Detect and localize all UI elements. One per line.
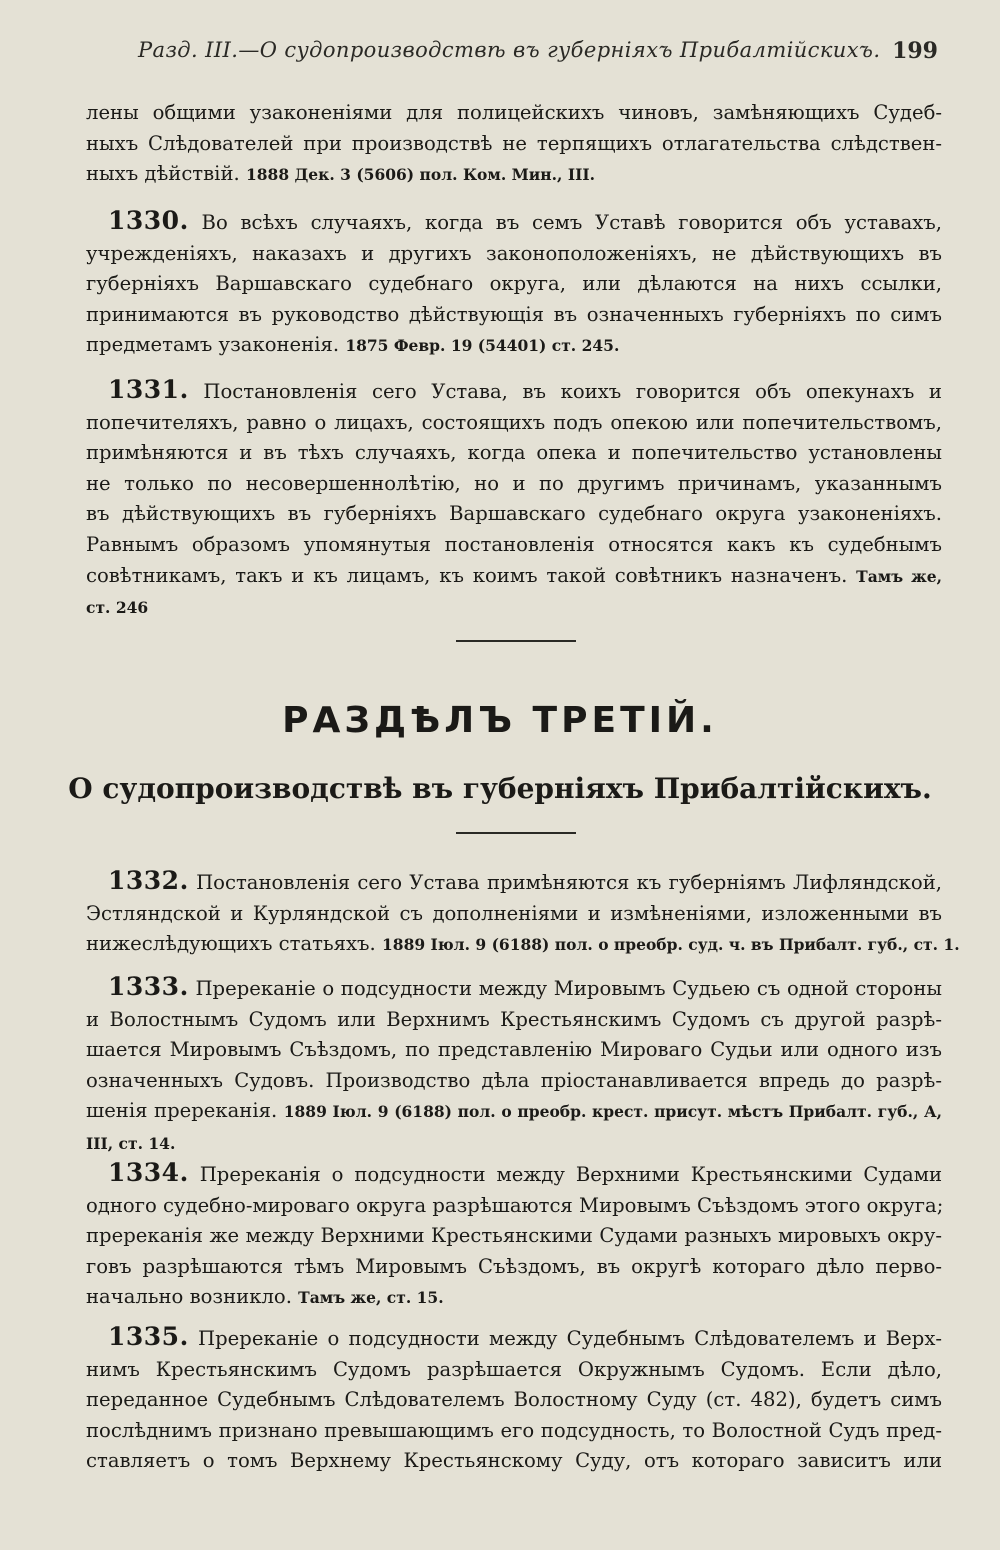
text-fragment: совѣтникамъ, такъ и къ лицамъ, къ коимъ такой совѣтникъ назначенъ. — [86, 563, 848, 587]
source-citation: Тамъ же, ст. 15. — [298, 1288, 444, 1308]
text-line: Равнымъ образомъ упомянутыя постановленія относятся какъ къ судебнымъ — [86, 532, 942, 556]
text-line — [86, 1282, 942, 1314]
text-line: и Волостнымъ Судомъ или Верхнимъ Крестьянскимъ Судомъ съ другой разрѣ- — [86, 1007, 942, 1031]
text-line: говъ разрѣшаются тѣмъ Мировымъ Съѣздомъ, въ округѣ котораго дѣло перво- — [86, 1254, 942, 1278]
text-line — [86, 159, 942, 191]
text-line: одного судебно-мироваго округа разрѣшаются Мировымъ Съѣздомъ этого округа; — [86, 1193, 944, 1217]
text-line — [86, 561, 942, 624]
article-number: 1331. — [108, 375, 189, 404]
text-line — [86, 206, 942, 239]
text-line: попечителяхъ, равно о лицахъ, состоящихъ подъ опекою или попечительствомъ, — [86, 410, 942, 434]
text-line: нимъ Крестьянскимъ Судомъ разрѣшается Окружнымъ Судомъ. Если дѣло, — [86, 1357, 942, 1381]
page-header — [0, 38, 1000, 78]
article-1331 — [86, 375, 942, 624]
text-line: принимаются въ руководство дѣйствующія въ означенныхъ губерніяхъ по симъ — [86, 302, 942, 326]
article-1334 — [86, 1158, 942, 1314]
text-fragment: предметамъ узаконенія. — [86, 333, 340, 357]
text-line: означенныхъ Судовъ. Производство дѣла пріостанавливается впредь до разрѣ- — [86, 1068, 942, 1092]
page-number: 199 — [892, 38, 938, 64]
text-line: шается Мировымъ Съѣздомъ, по представленію Мироваго Судьи или одного изъ — [86, 1038, 942, 1062]
divider-rule — [456, 640, 576, 642]
article-number: 1335. — [108, 1322, 189, 1351]
text-line: послѣднимъ признано превышающимъ его подсудность, то Волостной Судъ пред- — [86, 1418, 942, 1442]
text-line: пререканія же между Верхними Крестьянскими Судами разныхъ мировыхъ окру- — [86, 1224, 942, 1248]
text-fragment: Пререканіе о подсудности между Судебнымъ Слѣдователемъ и Верх- — [198, 1327, 942, 1350]
text-line: Эстляндской и Курляндской съ дополненіями и измѣненіями, изложенными въ — [86, 901, 942, 925]
text-line: учрежденіяхъ, наказахъ и другихъ законоположеніяхъ, не дѣйствующихъ въ — [86, 241, 942, 265]
section-subtitle: О судопроизводствѣ въ губерніяхъ Прибалтійскихъ. — [68, 772, 932, 805]
text-line — [86, 1158, 942, 1191]
text-fragment: Во всѣхъ случаяхъ, когда въ семъ Уставѣ говорится объ уставахъ, — [201, 211, 942, 234]
text-line: лены общими узаконеніями для полицейскихъ чиновъ, замѣняющихъ Судеб- — [86, 101, 942, 124]
text-line: въ дѣйствующихъ въ губерніяхъ Варшавскаго судебнаго округа узаконеніяхъ. — [86, 502, 942, 526]
text-line: переданное Судебнымъ Слѣдователемъ Волостному Суду (ст. 482), будетъ симъ — [86, 1388, 942, 1412]
text-line: ныхъ Слѣдователей при производствѣ не терпящихъ отлагательства слѣдствен- — [86, 131, 942, 155]
text-line: не только по несовершеннолѣтію, но и по другимъ причинамъ, указаннымъ — [86, 471, 942, 495]
article-1332 — [86, 866, 960, 961]
text-fragment: начально возникло. — [86, 1285, 292, 1309]
text-line — [86, 972, 942, 1005]
article-number: 1332. — [108, 866, 189, 895]
source-citation: 1875 Февр. 19 (54401) ст. 245. — [345, 336, 620, 356]
article-1333 — [86, 972, 942, 1160]
text-fragment: Постановленія сего Устава примѣняются къ губерніямъ Лифляндской, — [196, 871, 942, 894]
article-1330 — [86, 206, 942, 362]
text-line — [86, 929, 960, 961]
text-line: ставляетъ о томъ Верхнему Крестьянскому Суду, отъ котораго зависитъ или — [86, 1449, 942, 1473]
intro-paragraph — [86, 98, 942, 191]
text-fragment: шенія пререканія. — [86, 1099, 278, 1123]
section-title: РАЗДѢЛЪ ТРЕТІЙ. — [282, 700, 718, 741]
source-citation: Тамъ же, ст. 246 — [86, 566, 942, 618]
text-line: примѣняются и въ тѣхъ случаяхъ, когда опека и попечительство установлены — [86, 441, 942, 465]
text-line — [86, 866, 942, 899]
running-title: Разд. III.—О судопроизводствѣ въ губерніяхъ Прибалтійскихъ. — [138, 38, 881, 62]
source-citation: 1888 Дек. 3 (5606) пол. Ком. Мин., III. — [245, 165, 595, 185]
text-fragment: ныхъ дѣйствій. — [86, 162, 240, 186]
text-fragment: Пререканіе о подсудности между Мировымъ Судьею съ одной стороны — [195, 977, 942, 1000]
source-citation: 1889 Іюл. 9 (6188) пол. о преобр. суд. ч. въ Прибалт. губ., ст. 1. — [382, 935, 960, 955]
article-number: 1330. — [108, 206, 189, 235]
text-line — [86, 330, 942, 362]
article-number: 1333. — [108, 972, 189, 1001]
text-line — [86, 1322, 942, 1355]
text-fragment: нижеслѣдующихъ статьяхъ. — [86, 932, 376, 956]
article-number: 1334. — [108, 1158, 189, 1187]
text-line — [86, 1096, 942, 1159]
divider-rule — [456, 832, 576, 834]
text-line — [86, 375, 942, 408]
article-1335 — [86, 1322, 942, 1477]
text-fragment: Постановленія сего Устава, въ коихъ говорится объ опекунахъ и — [203, 380, 942, 403]
text-line: губерніяхъ Варшавскаго судебнаго округа, или дѣлаются на нихъ ссылки, — [86, 272, 942, 296]
source-citation: 1889 Іюл. 9 (6188) пол. о преобр. крест. присут. мѣстъ Прибалт. губ., А, III, ст. 14. — [86, 1102, 943, 1153]
text-fragment: Пререканія о подсудности между Верхними Крестьянскими Судами — [199, 1163, 942, 1186]
